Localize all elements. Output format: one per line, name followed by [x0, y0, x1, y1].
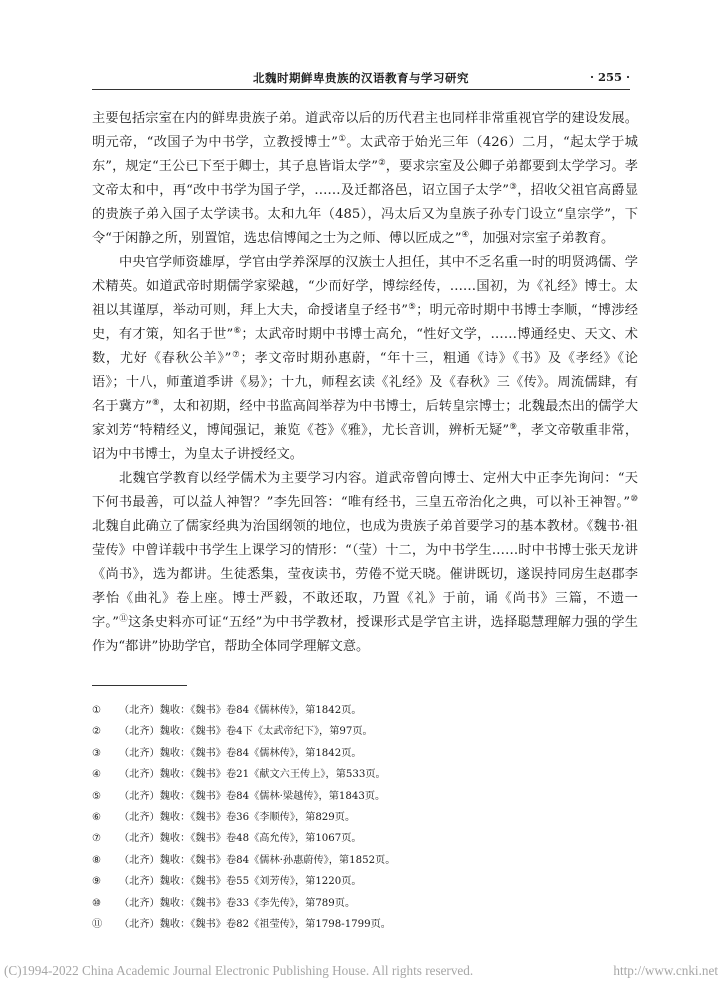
- footnote-reference[interactable]: ①: [337, 134, 347, 144]
- footnote-text: （北齐）魏收：《魏书》卷33《李先传》，第789页。: [119, 897, 356, 909]
- footnote-reference[interactable]: ②: [377, 158, 386, 168]
- footnote-marker: ⑪: [92, 918, 103, 930]
- paragraph-text: ；孝文帝时期孙惠蔚，“年十三，粗通《诗》《书》及《孝经》《论语》；十八，师董道季讲《易》；十九，师程玄读《礼经》及《春秋》三《传》。周流儒肆，有名于冀方”: [92, 351, 638, 414]
- footnote: [92, 743, 638, 764]
- footnote-text: （北齐）魏收：《魏书》卷55《刘芳传》，第1220页。: [119, 876, 362, 888]
- footnote: [92, 807, 638, 828]
- footnote: [92, 914, 638, 935]
- paragraph-text: 。太武帝于始光三年（426）二月，“起太学于城东”，规定“王公已下至于卿士，其子息皆诣太学”: [92, 135, 638, 174]
- footnote-reference[interactable]: ③: [509, 182, 518, 192]
- footnote-marker: ④: [92, 769, 102, 781]
- footnote: [92, 700, 638, 721]
- footnote-marker: ⑤: [92, 790, 102, 802]
- footnote: [92, 786, 638, 807]
- footnote: [92, 721, 638, 742]
- running-header-title: 北魏时期鲜卑贵族的汉语教育与学习研究: [253, 71, 469, 85]
- paragraph-text: 主要包括宗室在内的鲜卑贵族子弟。道武帝以后的历代君主也同样非常重视官学的建设发展。明元帝，“改国子为中书学，立教授博士”: [92, 111, 638, 150]
- footnote-reference[interactable]: ④: [461, 230, 470, 240]
- footnote-marker: ⑥: [92, 811, 102, 823]
- footnote-text: （北齐）魏收：《魏书》卷84《儒林·梁越传》，第1843页。: [119, 790, 386, 802]
- copyright-notice: (C)1994-2022 China Academic Journal Electronic Publishing House. All rights reserved.: [4, 963, 474, 978]
- footnote-marker: ⑧: [92, 854, 102, 866]
- footnote-divider: [92, 685, 187, 686]
- footnote-text: （北齐）魏收：《魏书》卷82《祖莹传》，第1798-1799页。: [119, 918, 391, 930]
- footnote-text: （北齐）魏收：《魏书》卷84《儒林传》，第1842页。: [119, 705, 362, 716]
- paragraph-text: ，要求宗室及公卿子弟都要到太学学习。孝文帝太和中，再“改中书学为国子学，……及迁都洛邑，诏立国子太学”: [92, 159, 638, 198]
- paragraph-text: ，太和初期，经中书监高闾举荐为中书博士，后转皇宗博士；北魏最杰出的儒学大家刘芳“特精经义，博闻强记，兼览《苍》《雅》，尤长音训，辨析无疑”: [92, 399, 639, 438]
- body-paragraph: [92, 467, 638, 659]
- footnote-text: （北齐）魏收：《魏书》卷48《高允传》，第1067页。: [119, 833, 362, 845]
- footnote-reference[interactable]: ⑤: [407, 302, 417, 312]
- footnote: [92, 871, 638, 892]
- footnote-marker: ②: [92, 726, 102, 738]
- running-header: [92, 68, 630, 90]
- footnote-text: （北齐）魏收：《魏书》卷21《献文六王传上》，第533页。: [119, 769, 386, 781]
- footnote-reference[interactable]: ⑩: [630, 494, 638, 504]
- footnote: [92, 893, 638, 914]
- footnote-text: （北齐）魏收：《魏书》卷4下《太武帝纪下》，第97页。: [119, 726, 373, 738]
- paragraph-text: ，加强对宗室子弟教育。: [469, 231, 615, 246]
- paragraph-text: ；太武帝时期中书博士高允，“性好文学，……博通经史、天文、术数，尤好《春秋公羊》”: [92, 327, 638, 366]
- footnote-marker: ⑨: [92, 876, 102, 888]
- paragraph-text: ；明元帝时期中书博士李顺，“博涉经史，有才策，知名于世”: [92, 303, 638, 342]
- footnote-marker: ①: [92, 705, 102, 716]
- footnote: [92, 828, 638, 849]
- footnote-marker: ⑩: [92, 897, 102, 909]
- body-paragraph: [92, 251, 638, 467]
- paragraph-text: 北魏自此确立了儒家经典为治国纲领的地位，也成为贵族子弟首要学习的基本教材。《魏书·祖莹传》中曾详载中书学生上课学习的情形：“（莹）十二，为中书学生……时中书博士张天龙讲《尚书》，选为都讲。生徒悉集，莹夜读书，劳倦不觉天晓。催讲既切，遂误持同房生赵郡李孝怡《曲礼》卷上座。博士严毅，不敢还取，乃置《礼》于前，诵《尚书》三篇，不遗一字。”: [92, 519, 638, 630]
- copyright-footer: [4, 961, 718, 981]
- footnote-reference[interactable]: ⑪: [118, 614, 128, 624]
- paragraph-text: ，孝文帝敬重非常，诏为中书博士，为皇太子讲授经文。: [92, 423, 639, 462]
- footnote-reference[interactable]: ⑨: [509, 422, 518, 432]
- footnote: [92, 850, 638, 871]
- paragraph-text: 中央官学师资雄厚，学官由学养深厚的汉族士人担任，其中不乏名重一时的明贤鸿儒、学术精英。如道武帝时期儒学家梁越，“少而好学，博综经传，……国初，为《礼经》博士。太祖以其谨厚，举动可则，拜上大夫，命授诸皇子经书”: [92, 255, 638, 318]
- footnote-reference[interactable]: ⑦: [231, 350, 241, 360]
- footnote-text: （北齐）魏收：《魏书》卷84《儒林传》，第1842页。: [119, 747, 362, 759]
- footnote-reference[interactable]: ⑧: [151, 398, 160, 408]
- footnote-marker: ⑦: [92, 833, 102, 845]
- cnki-link[interactable]: http://www.cnki.net: [613, 963, 718, 978]
- paragraph-text: 北魏官学教育以经学儒术为主要学习内容。道武帝曾向博士、定州大中正李先询问：“天下何书最善，可以益人神智？”李先回答：“唯有经书，三皇五帝治化之典，可以补王神智。”: [92, 471, 638, 510]
- paragraph-text: 这条史料亦可证“五经”为中书学教材，授课形式是学官主讲，选择聪慧理解力强的学生作为“都讲”协助学官，帮助全体同学理解文意。: [92, 615, 638, 654]
- body-paragraph: [92, 107, 638, 251]
- footnote-text: （北齐）魏收：《魏书》卷36《李顺传》，第829页。: [119, 811, 356, 823]
- page-number: · 255 ·: [589, 70, 630, 84]
- footnotes: [92, 700, 638, 935]
- body-text: [92, 107, 638, 659]
- footnote-reference[interactable]: ⑥: [233, 326, 242, 336]
- paragraph-text: ，招收父祖官高爵显的贵族子弟入国子太学读书。太和九年（485），冯太后又为皇族子孙专门设立“皇宗学”，下令“于闲静之所，别置馆，选忠信博闻之士为之师、傅以匠成之”: [92, 183, 639, 246]
- footnote-text: （北齐）魏收：《魏书》卷84《儒林·孙惠蔚传》，第1852页。: [119, 854, 396, 866]
- footnote: [92, 764, 638, 785]
- footnote-marker: ③: [92, 747, 102, 759]
